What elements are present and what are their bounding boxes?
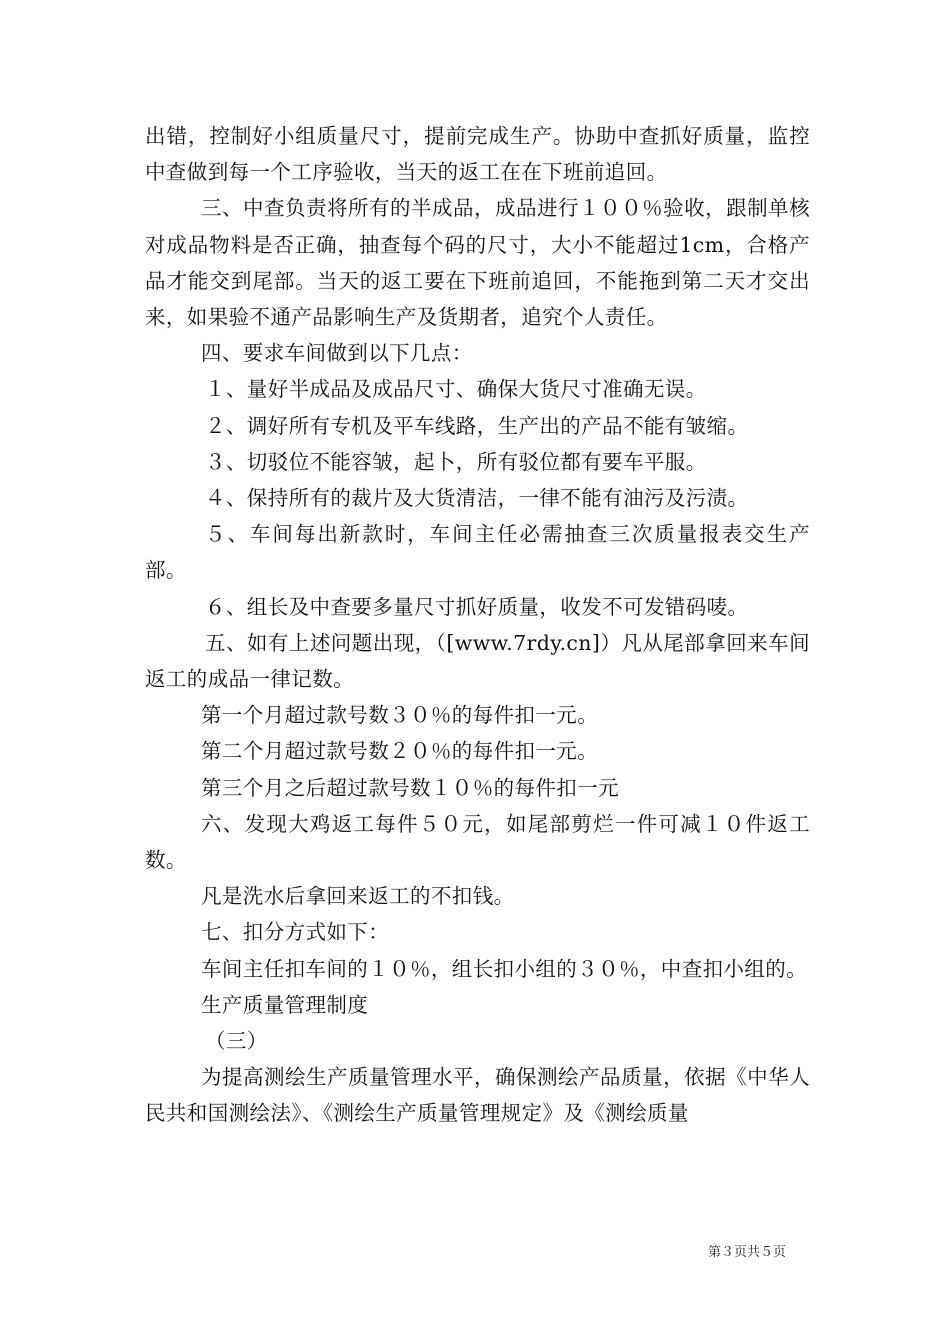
paragraph: 为提高测绘生产质量管理水平，确保测绘产品质量，依据《中华人民共和国测绘法》、《测绘生产质量管理规定》及《测绘质量 xyxy=(145,1065,810,1126)
paragraph: 第三个月之后超过款号数１０％的每件扣一元 xyxy=(201,775,619,800)
list-item: ５、车间每出新款时，车间主任必需抽查三次质量报表交生产部。 xyxy=(145,522,810,583)
paragraph: 五、如有上述问题出现，（[www.7rdy.cn]）凡从尾部拿回来车间返工的成品一律记数。 xyxy=(145,630,810,692)
paragraph: 凡是洗水后拿回来返工的不扣钱。 xyxy=(201,884,515,909)
paragraph: 六、发现大鸡返工每件５０元，如尾部剪烂一件可减１０件返工数。 xyxy=(145,811,810,873)
section-number: （三） xyxy=(205,1029,268,1054)
section-heading: 四、要求车间做到以下几点： xyxy=(201,341,473,366)
page-number: 第３页共５页 xyxy=(708,1245,787,1260)
list-item: ２、调好所有专机及平车线路，生产出的产品不能有皱缩。 xyxy=(205,413,749,438)
paragraph: 出错，控制好小组质量尺寸，提前完成生产。协助中查抓好质量，监控中查做到每一个工序验收，当天的返工在在下班前追回。 xyxy=(145,124,810,185)
paragraph: 三、中查负责将所有的半成品，成品进行１００％验收，跟制单核对成品物料是否正确，抽查每个码的尺寸，大小不能超过1cm，合格产品才能交到尾部。当天的返工要在下班前追回，不能拖到第二天才交出来，如果验不通产品影响生产及货期者，追究个人责任。 xyxy=(145,196,810,330)
document-body xyxy=(145,118,810,1132)
document-title: 生产质量管理制度 xyxy=(201,992,369,1017)
list-item: ４、保持所有的裁片及大货清洁，一律不能有油污及污渍。 xyxy=(205,486,749,511)
list-item: １、量好半成品及成品尺寸、确保大货尺寸准确无误。 xyxy=(205,377,707,402)
paragraph: 车间主任扣车间的１０％，组长扣小组的３０％，中查扣小组的。 xyxy=(201,956,808,981)
list-item: ３、切驳位不能容皱，起卜，所有驳位都有要车平服。 xyxy=(205,449,707,474)
section-heading: 七、扣分方式如下： xyxy=(201,920,390,945)
paragraph: 第一个月超过款号数３０％的每件扣一元。 xyxy=(201,703,599,728)
paragraph: 第二个月超过款号数２０％的每件扣一元。 xyxy=(201,739,599,764)
list-item: ６、组长及中查要多量尺寸抓好质量，收发不可发错码唛。 xyxy=(205,594,749,619)
